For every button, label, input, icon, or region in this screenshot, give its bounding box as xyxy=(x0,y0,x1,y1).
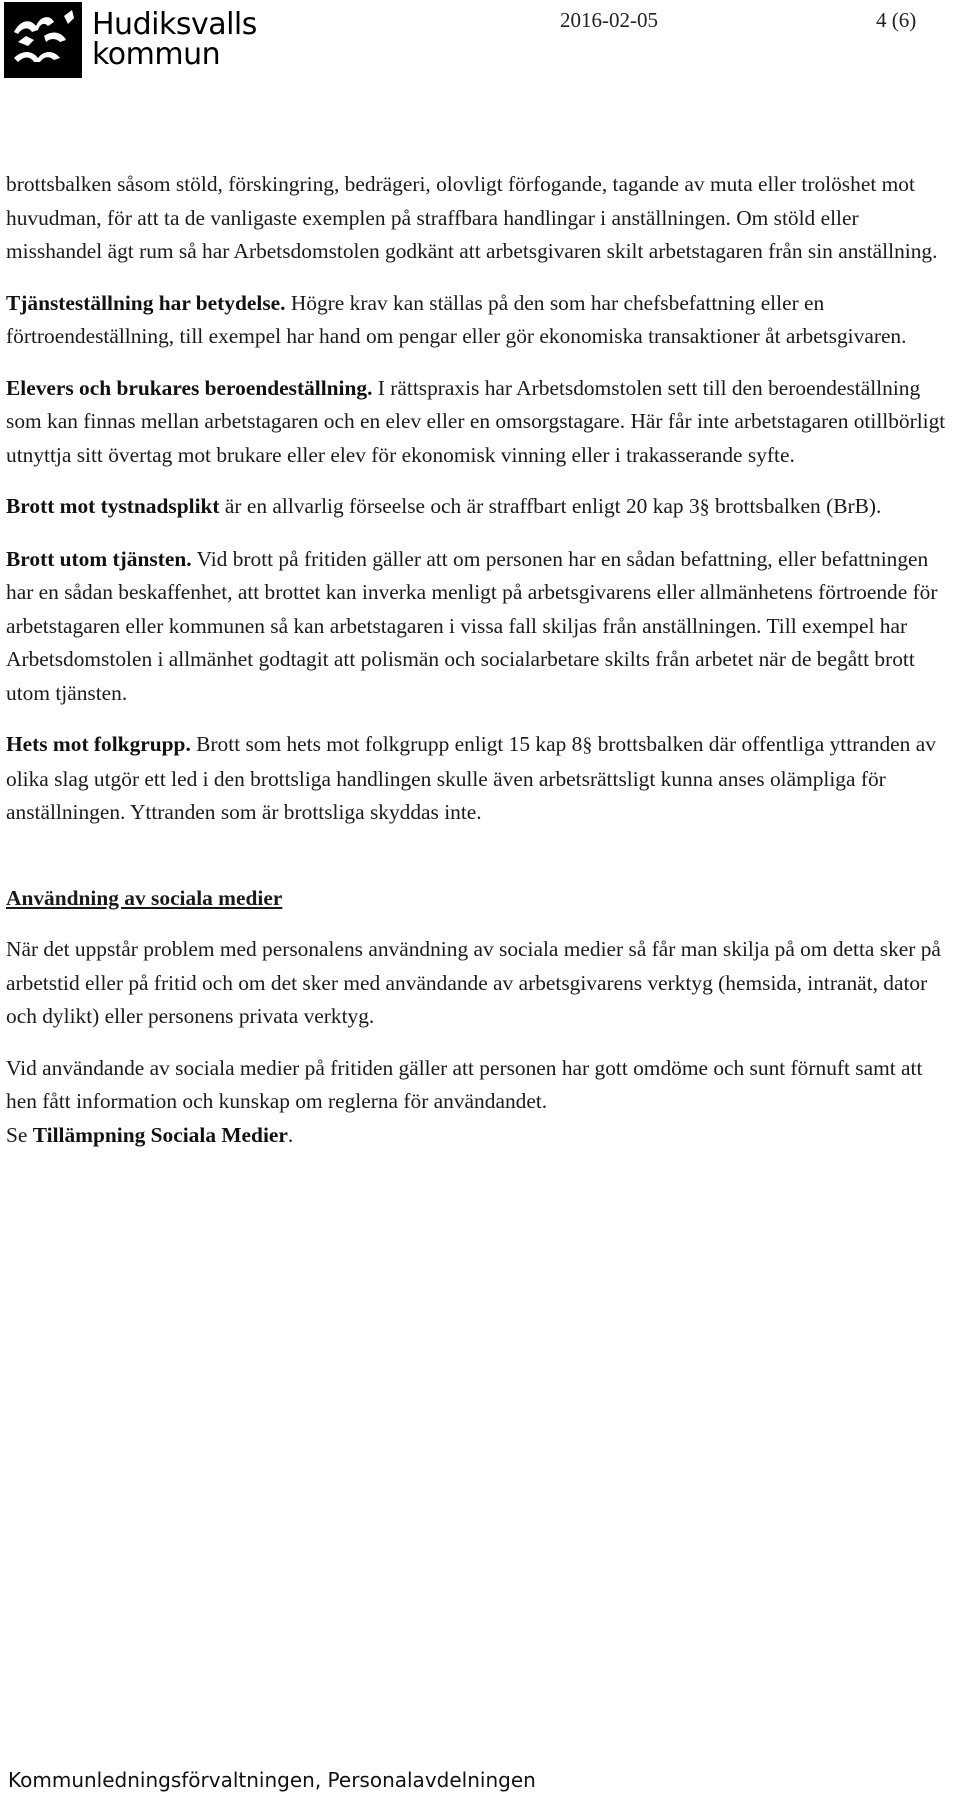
logo-line-2: kommun xyxy=(92,37,221,72)
logo-wordmark xyxy=(92,7,257,72)
paragraph-tjansteställning xyxy=(6,287,948,354)
heading-brott-utom-tjansten: Brott utom tjänsten. xyxy=(6,546,192,571)
text-tystnadsplikt-tail: brottsbalken (BrB). xyxy=(709,494,882,518)
paragraph-reference xyxy=(6,1119,948,1153)
page-header xyxy=(0,0,960,90)
paragraph-sociala-medier-2: Vid användande av sociala medier på fritiden gäller att personen har gott omdöme och sunt förnuft samt att hen fått information och kunskap om reglerna för användandet. xyxy=(6,1055,923,1113)
paragraph-tystnadsplikt xyxy=(6,490,948,525)
logo-line-1: Hudiksvalls xyxy=(92,7,257,42)
page-number: 4 (6) xyxy=(876,8,917,32)
text-beroendeställning: I rättspraxis har Arbetsdomstolen sett till den beroendeställning som kan finnas mellan arbetstagaren och en elev eller en omsorgstagare. Här får inte arbetstagaren otillbörligt utnyttja sitt övertag mot brukare eller elev för ekonomisk vinning eller i trakasserande syfte. xyxy=(6,375,946,467)
heading-beroendeställning: Elevers och brukares beroendeställning. xyxy=(6,375,373,400)
coat-of-arms-icon xyxy=(4,2,82,78)
paragraph-beroendeställning xyxy=(6,372,948,473)
text-hets-mot-folkgrupp-tail: brottsbalken där offentliga yttranden av olika slag utgör ett led i den brottsliga handlingen skulle även arbetsrättsligt kunna anses olämpliga för anställningen. Yttranden som är brottsliga skyddas inte. xyxy=(6,732,936,824)
section-sign: § xyxy=(582,734,593,756)
paragraph-hets-mot-folkgrupp xyxy=(6,728,948,830)
document-date: 2016-02-05 xyxy=(560,8,658,32)
municipality-logo xyxy=(4,2,257,78)
text-tjansteställning: Högre krav kan ställas på den som har chefsbefattning eller en förtroendeställning, till exempel har hand om pengar eller gör ekonomiska transaktioner åt arbetsgivaren. xyxy=(6,290,907,348)
reference-suffix: . xyxy=(287,1122,294,1147)
text-tystnadsplikt: är en allvarlig förseelse och är straffbart enligt 20 kap 3 xyxy=(219,494,700,518)
document-body xyxy=(6,168,948,1170)
reference-prefix: Se xyxy=(6,1122,33,1147)
heading-tjansteställning: Tjänsteställning har betydelse. xyxy=(6,290,286,315)
heading-tystnadsplikt: Brott mot tystnadsplikt xyxy=(6,494,220,518)
paragraph-brottsbalken: brottsbalken såsom stöld, förskingring, bedrägeri, olovligt förfogande, tagande av muta eller trolöshet mot huvudman, för att ta de vanligaste exemplen på straffbara handlingar i anställningen. Om stöld eller misshandel ägt rum så har Arbetsdomstolen godkänt att arbetsgivaren skilt arbetstagaren från sin anställning. xyxy=(6,172,938,263)
reference-link-tillampning: Tillämpning Sociala Medier xyxy=(32,1122,288,1147)
paragraph-brott-utom-tjansten xyxy=(6,543,948,711)
text-hets-mot-folkgrupp: Brott som hets mot folkgrupp enligt 15 kap 8 xyxy=(190,732,583,756)
section-sign: § xyxy=(699,496,710,518)
page-footer: Kommunledningsförvaltningen, Personalavdelningen xyxy=(8,1768,536,1792)
paragraph-sociala-medier-1: När det uppstår problem med personalens användning av sociala medier så får man skilja på om detta sker på arbetstid eller på fritid och om det sker med användande av arbetsgivarens verktyg (hemsida, intranät, dator och dylikt) eller personens privata verktyg. xyxy=(6,937,941,1028)
section-title-sociala-medier: Användning av sociala medier xyxy=(6,885,283,910)
text-brott-utom-tjansten: Vid brott på fritiden gäller att om personen har en sådan befattning, eller befattningen har en sådan beskaffenhet, att brottet kan inverka menligt på arbetsgivarens eller allmänhetens förtroende för arbetstagaren eller kommunen så kan arbetstagaren i vissa fall skiljas från anställningen. Till exempel har Arbetsdomstolen i allmänhet godtagit att polismän och socialarbetare skilts från arbetet när de begått brott utom tjänsten. xyxy=(6,546,938,705)
heading-hets-mot-folkgrupp: Hets mot folkgrupp. xyxy=(6,732,191,756)
